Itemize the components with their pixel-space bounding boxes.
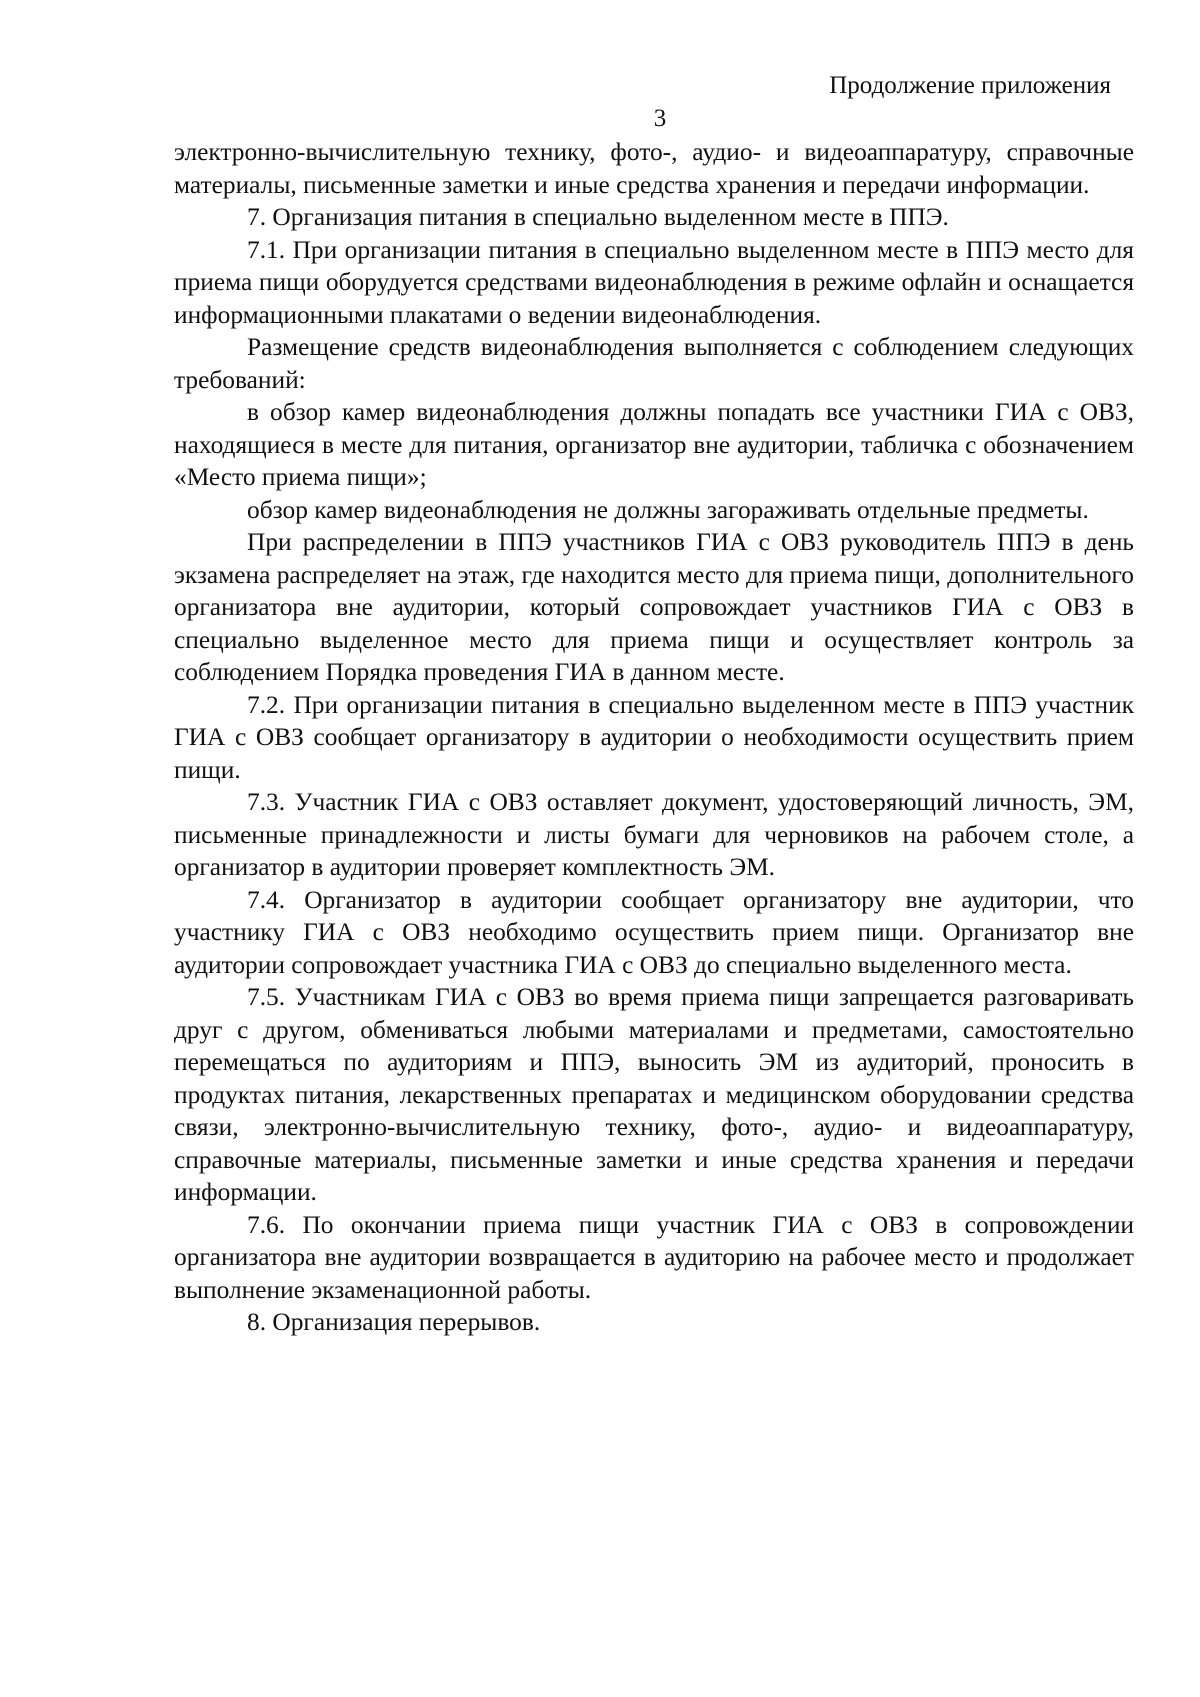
paragraph-7-4: 7.4. Организатор в аудитории сообщает организатору вне аудитории, что участнику ГИА с ОВЗ необходимо осуществить прием пищи. Организатор вне аудитории сопровождает участника ГИА с ОВЗ до специально выделенного места.	[174, 885, 1134, 979]
paragraph-distribution: При распределении в ППЭ участников ГИА с ОВЗ руководитель ППЭ в день экзамена распределяет на этаж, где находится место для приема пищи, дополнительного организатора вне аудитории, который сопровождает участников ГИА с ОВЗ в специально выделенное место для приема пищи и осуществляет контроль за соблюдением Порядка проведения ГИА в данном месте.	[174, 528, 1135, 686]
paragraph-requirement-no-obstruction: обзор камер видеонаблюдения не должны загораживать отдельные предметы.	[247, 495, 1089, 524]
paragraph-requirement-camera-view: в обзор камер видеонаблюдения должны попадать все участники ГИА с ОВЗ, находящиеся в месте для питания, организатор вне аудитории, табличка с обозначением «Место приема пищи»;	[174, 398, 1134, 491]
heading-section-8: 8. Организация перерывов.	[247, 1308, 541, 1336]
paragraph-continuation: электронно-вычислительную технику, фото-, аудио- и видеоаппаратуру, справочные материалы, письменные заметки и иные средства хранения и передачи информации.	[174, 138, 1134, 199]
paragraph-7-1: 7.1. При организации питания в специально выделенном месте в ППЭ место для приема пищи оборудуется средствами видеонаблюдения в режиме офлайн и оснащается информационными плакатами о ведении видеонаблюдения.	[174, 235, 1134, 329]
document-body	[174, 136, 1134, 1339]
paragraph-7-3: 7.3. Участник ГИА с ОВЗ оставляет документ, удостоверяющий личность, ЭМ, письменные принадлежности и листы бумаги для черновиков на рабочем столе, а организатор в аудитории проверяет комплектность ЭМ.	[174, 788, 1134, 881]
heading-section-7: 7. Организация питания в специально выделенном месте в ППЭ.	[247, 203, 949, 231]
paragraph-7-2: 7.2. При организации питания в специально выделенном месте в ППЭ участник ГИА с ОВЗ сообщает организатору в аудитории о необходимости осуществить прием пищи.	[174, 690, 1134, 784]
header-note: Продолжение приложения	[829, 72, 1111, 99]
paragraph-placement-requirements: Размещение средств видеонаблюдения выполняется с соблюдением следующих требований:	[174, 333, 1134, 394]
paragraph-7-6: 7.6. По окончании приема пищи участник ГИА с ОВЗ в сопровождении организатора вне аудитории возвращается в аудиторию на рабочее место и продолжает выполнение экзаменационной работы.	[174, 1210, 1134, 1304]
paragraph-7-5: 7.5. Участникам ГИА с ОВЗ во время приема пищи запрещается разговаривать друг с другом, обмениваться любыми материалами и предметами, самостоятельно перемещаться по аудиториям и ППЭ, выносить ЭМ из аудиторий, проносить в продуктах питания, лекарственных препаратах и медицинском оборудовании средства связи, электронно-вычислительную технику, фото-, аудио- и видеоаппаратуру, справочные материалы, письменные заметки и иные средства хранения и передачи информации.	[174, 983, 1134, 1206]
page-number: 3	[653, 105, 667, 132]
